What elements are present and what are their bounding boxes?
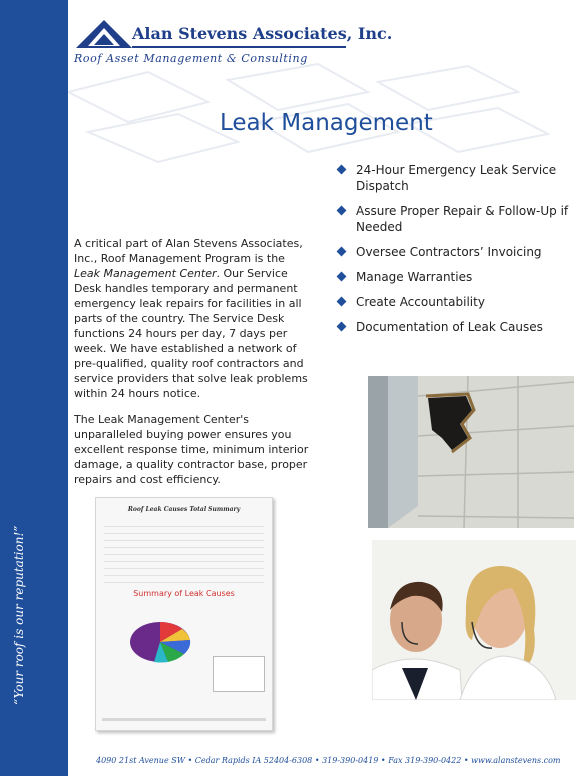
page-title: Leak Management <box>220 110 433 136</box>
contact-footer: 4090 21st Avenue SW • Cedar Rapids IA 52404-6308 • 319-390-0419 • Fax 319-390-0422 • www.alanstevens.com <box>96 756 561 765</box>
diamond-bullet-icon <box>337 206 347 216</box>
list-item <box>338 269 573 285</box>
table-row <box>104 548 264 555</box>
service-label: Create Accountability <box>356 295 485 309</box>
body-copy <box>74 236 312 498</box>
table-row <box>104 534 264 541</box>
company-name: Alan Stevens Associates, Inc. <box>132 24 393 43</box>
leak-center-emphasis: Leak Management Center <box>74 267 217 280</box>
table-row <box>104 576 264 583</box>
table-row <box>104 562 264 569</box>
list-item <box>338 319 573 335</box>
report-pie-chart <box>110 602 210 672</box>
company-tagline: Roof Asset Management & Consulting <box>74 52 308 65</box>
ceiling-leak-photo <box>368 376 574 528</box>
table-row <box>104 541 264 548</box>
logo-divider <box>132 46 346 48</box>
diamond-bullet-icon <box>337 272 347 282</box>
service-label: Assure Proper Repair & Follow-Up if Needed <box>356 204 569 234</box>
intro-paragraph: A critical part of Alan Stevens Associates, Inc., Roof Management Program is the Leak Management Center. Our Service Desk handles temporary and permanent emergency leak repairs for facilities in all parts of the country. The Service Desk functions 24 hours per day, 7 days per week. We have established a network of pre-qualified, quality roof contractors and service providers that solve leak problems within 24 hours notice. <box>74 237 308 400</box>
sidebar-slogan: “Your roof is our reputation!” <box>12 525 26 705</box>
diamond-bullet-icon <box>337 322 347 332</box>
report-legend <box>213 656 265 692</box>
service-label: Manage Warranties <box>356 270 473 284</box>
list-item <box>338 203 573 235</box>
diamond-bullet-icon <box>337 247 347 257</box>
list-item <box>338 244 573 260</box>
diamond-bullet-icon <box>337 297 347 307</box>
list-item <box>338 294 573 310</box>
table-row <box>104 555 264 562</box>
buying-power-paragraph: The Leak Management Center's unparalleled buying power ensures you excellent response time, minimum interior damage, a quality contractor base, proper repairs and cost efficiency. <box>74 413 309 486</box>
report-title: Roof Leak Causes Total Summary <box>127 506 241 513</box>
table-row <box>104 569 264 576</box>
leak-causes-report <box>95 497 273 731</box>
report-footer-line <box>102 718 266 721</box>
list-item <box>338 162 573 194</box>
report-table <box>104 520 264 583</box>
company-logo <box>74 18 393 70</box>
pyramid-logo-icon <box>74 18 134 50</box>
services-list <box>338 162 573 344</box>
service-label: Oversee Contractors’ Invoicing <box>356 245 542 259</box>
table-row <box>104 527 264 534</box>
call-center-photo <box>372 540 576 700</box>
sidebar-band <box>0 0 68 776</box>
report-summary-title: Summary of Leak Causes <box>133 589 235 598</box>
diamond-bullet-icon <box>337 165 347 175</box>
service-label: 24-Hour Emergency Leak Service Dispatch <box>356 163 557 193</box>
service-label: Documentation of Leak Causes <box>356 320 543 334</box>
